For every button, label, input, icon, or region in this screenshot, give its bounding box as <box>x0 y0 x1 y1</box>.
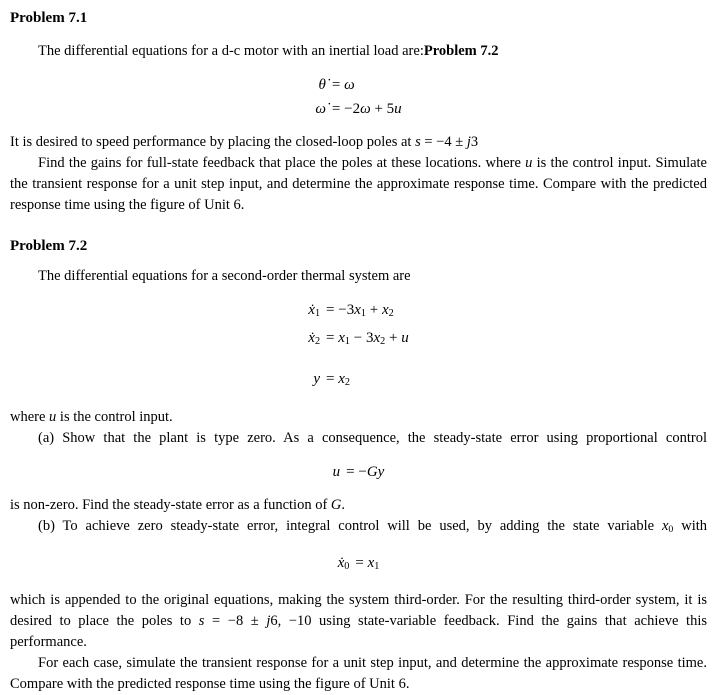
paragraph-gains-7-1: Find the gains for full-state feedback that place the poles at these locations. where u is the control input. Simulate the transient response for a unit step input, and determine the approximate response time. Compare with the predicted response time using the figure of Unit 6. <box>10 155 707 213</box>
equation-lhs-x0-dot: ẋ0 <box>337 554 350 573</box>
paragraph-part-b: (b) To achieve zero steady-state error, integral control will be used, by adding the state variable x0 with <box>38 517 708 535</box>
document-page <box>10 8 707 695</box>
equation-rhs-x1-int: = x1 <box>355 554 380 573</box>
equation-lhs-y: y <box>313 371 321 388</box>
equation-lhs-omega-dot: ω̇ <box>315 101 326 117</box>
paragraph-part-a: (a) Show that the plant is type zero. As a consequence, the steady-state error using proportional control <box>38 429 707 446</box>
problem-7-2-heading: Problem 7.2 <box>10 238 88 254</box>
paragraph-intro-thermal: The differential equations for a second-order thermal system are <box>38 268 411 284</box>
equation-lhs-theta-dot: θ̇ <box>318 77 326 93</box>
paragraph-nonzero-error: is non-zero. Find the steady-state error as a function of G. <box>10 496 346 513</box>
equation-rhs-omega: = ω <box>331 77 355 93</box>
equation-block-proportional <box>10 461 707 483</box>
paragraph-poles-7-1: It is desired to speed performance by placing the closed-loop poles at s = −4 ± j3 <box>10 134 479 150</box>
paragraph-simulate-each-case: For each case, simulate the transient response for a unit step input, and determine the approximate response time. Compare with the predicted response time using the figure of Unit 6. <box>10 655 707 693</box>
equation-rhs-x1: = −3x1 + x2 <box>326 302 394 320</box>
paragraph-intro-motor: The differential equations for a d-c motor with an inertial load are:Problem 7.2 <box>38 43 499 59</box>
equation-rhs-omega-u: = −2ω + 5u <box>331 101 402 117</box>
equation-lhs-x2-dot: ẋ2 <box>308 330 321 348</box>
equation-block-motor <box>10 74 707 120</box>
equation-lhs-x1-dot: ẋ1 <box>308 302 321 320</box>
paragraph-control-input: where u is the control input. <box>10 408 173 425</box>
equation-rhs-y: = x2 <box>326 371 351 389</box>
equation-block-integral <box>10 552 707 578</box>
equation-block-thermal <box>10 299 707 395</box>
equation-rhs-x2: = x1 − 3x2 + u <box>326 330 409 348</box>
paragraph-third-order: which is appended to the original equations, making the system third-order. For the resulting third-order system, it is desired to place the poles to s = −8 ± j6, −10 using state-variable feedback. Find the gains that achieve this performance. <box>10 592 707 651</box>
equation-lhs-u: u <box>332 463 341 480</box>
problem-7-1-heading: Problem 7.1 <box>10 10 88 26</box>
equation-rhs-gy: = −Gy <box>346 463 385 480</box>
